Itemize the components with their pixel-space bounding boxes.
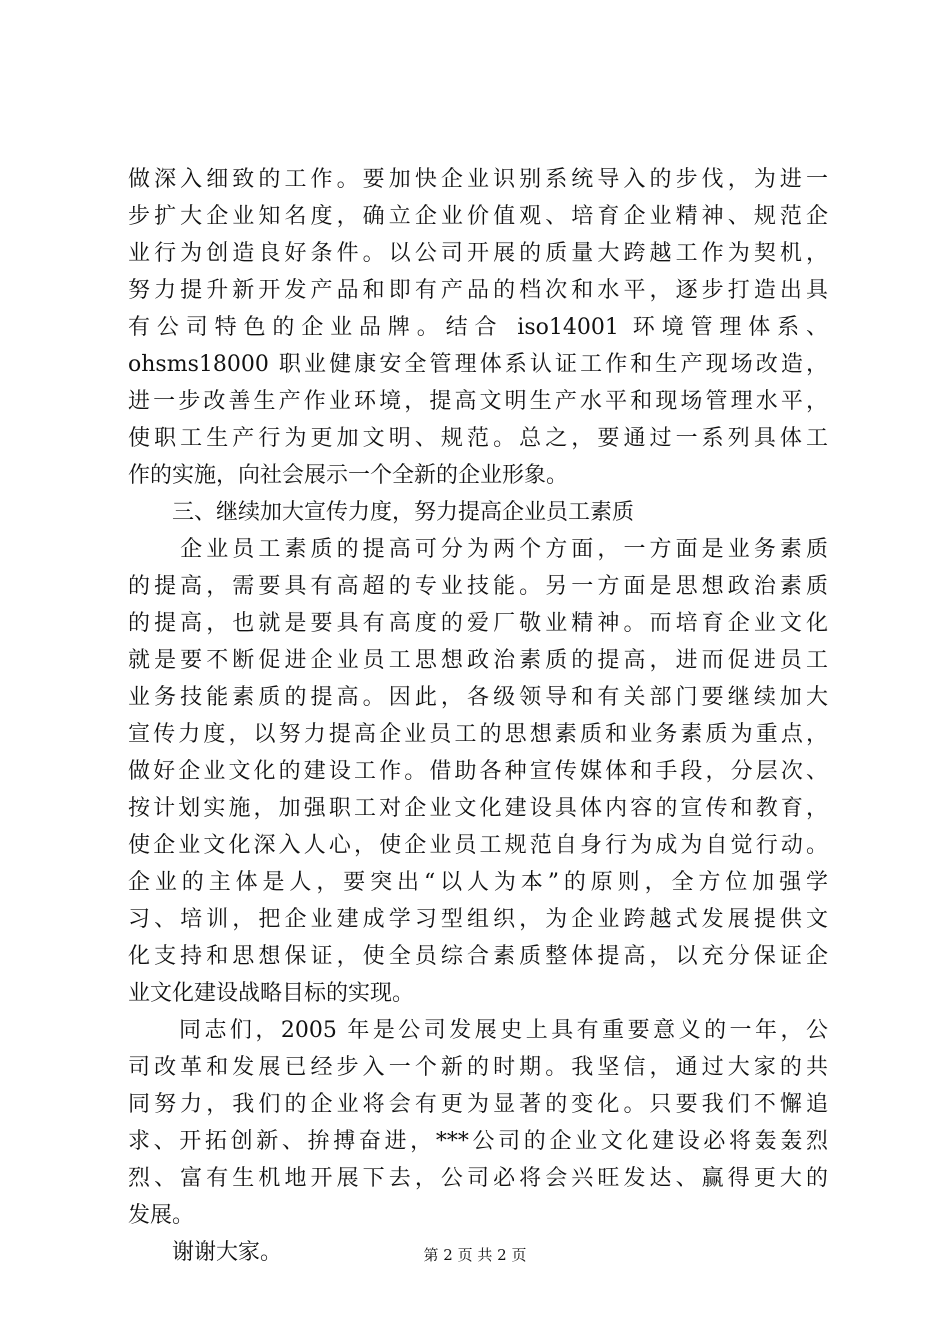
text-line: 同志们，2005 年是公司发展史上具有重要意义的一年，公 xyxy=(128,1018,828,1043)
text-line: ohsms18000 职业健康安全管理体系认证工作和生产现场改造， xyxy=(128,352,828,377)
text-line: 习、培训，把企业建成学习型组织，为企业跨越式发展提供文 xyxy=(128,907,828,932)
text-line: 企业员工素质的提高可分为两个方面，一方面是业务素质 xyxy=(128,537,828,562)
text-line: 有公司特色的企业品牌。结合 iso14001 环境管理体系、 xyxy=(128,315,828,340)
text-line: 烈、富有生机地开展下去，公司必将会兴旺发达、赢得更大的 xyxy=(128,1166,828,1191)
text-line: 做好企业文化的建设工作。借助各种宣传媒体和手段，分层次、 xyxy=(128,759,828,784)
text-line: 的提高，也就是要具有高度的爱厂敬业精神。而培育企业文化 xyxy=(128,611,828,636)
text-line: 使职工生产行为更加文明、规范。总之，要通过一系列具体工 xyxy=(128,426,828,451)
text-line: 步扩大企业知名度，确立企业价值观、培育企业精神、规范企 xyxy=(128,204,828,229)
text-line: 使企业文化深入人心，使企业员工规范自身行为成为自觉行动。 xyxy=(128,833,828,858)
text-line: 三、继续加大宣传力度，努力提高企业员工素质 xyxy=(128,500,635,525)
text-line: 就是要不断促进企业员工思想政治素质的提高，进而促进员工 xyxy=(128,648,828,673)
text-line: 发展。 xyxy=(128,1203,195,1228)
text-line: 谢谢大家。 xyxy=(128,1240,283,1265)
text-line: 企业的主体是人，要突出“以人为本”的原则，全方位加强学 xyxy=(128,870,828,895)
text-line: 业文化建设战略目标的实现。 xyxy=(128,981,415,1006)
text-line: 化支持和思想保证，使全员综合素质整体提高，以充分保证企 xyxy=(128,944,828,969)
document-body xyxy=(128,161,828,1271)
text-line: 努力提升新开发产品和即有产品的档次和水平，逐步打造出具 xyxy=(128,278,828,303)
text-line: 求、开拓创新、拚搏奋进，***公司的企业文化建设必将轰轰烈 xyxy=(128,1129,828,1154)
text-line: 作的实施，向社会展示一个全新的企业形象。 xyxy=(128,463,569,488)
text-line: 的提高，需要具有高超的专业技能。另一方面是思想政治素质 xyxy=(128,574,828,599)
page-footer: 第 2 页 共 2 页 xyxy=(423,1246,527,1264)
text-line: 宣传力度，以努力提高企业员工的思想素质和业务素质为重点， xyxy=(128,722,828,747)
text-line: 按计划实施，加强职工对企业文化建设具体内容的宣传和教育， xyxy=(128,796,828,821)
text-line: 做深入细致的工作。要加快企业识别系统导入的步伐，为进一 xyxy=(128,167,828,192)
text-line: 业务技能素质的提高。因此，各级领导和有关部门要继续加大 xyxy=(128,685,828,710)
text-line: 司改革和发展已经步入一个新的时期。我坚信，通过大家的共 xyxy=(128,1055,828,1080)
text-line: 同努力，我们的企业将会有更为显著的变化。只要我们不懈追 xyxy=(128,1092,828,1117)
text-line: 进一步改善生产作业环境，提高文明生产水平和现场管理水平， xyxy=(128,389,828,414)
text-line: 业行为创造良好条件。以公司开展的质量大跨越工作为契机， xyxy=(128,241,828,266)
